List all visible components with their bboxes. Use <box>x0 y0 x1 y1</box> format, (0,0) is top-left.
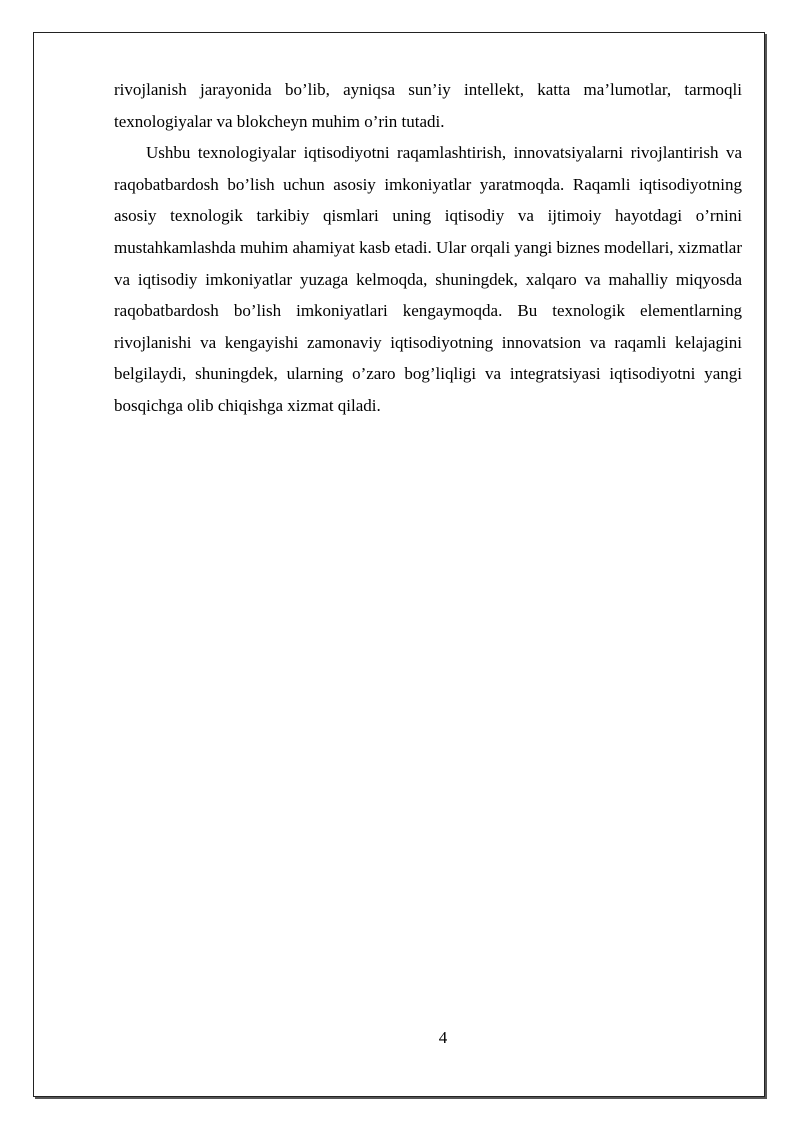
paragraph-main: Ushbu texnologiyalar iqtisodiyotni raqamlashtirish, innovatsiyalarni rivojlantirish va raqobatbardosh bo’lish uchun asosiy imkoniyatlar yaratmoqda. Raqamli iqtisodiyotning asosiy texnologik tarkibiy qismlari uning iqtisodiy va ijtimoiy hayotdagi o’rnini mustahkamlashda muhim ahamiyat kasb etadi. Ular orqali yangi biznes modellari, xizmatlar va iqtisodiy imkoniyatlar yuzaga kelmoqda, shuningdek, xalqaro va mahalliy miqyosda raqobatbardosh bo’lish imkoniyatlari kengaymoqda. Bu texnologik elementlarning rivojlanishi va kengayishi zamonaviy iqtisodiyotning innovatsion va raqamli kelajagini belgilaydi, shuningdek, ularning o’zaro bog’liqligi va integratsiyasi iqtisodiyotni yangi bosqichga olib chiqishga xizmat qiladi. <box>114 143 742 415</box>
document-body <box>114 74 742 422</box>
paragraph-continuation: rivojlanish jarayonida bo’lib, ayniqsa sun’iy intellekt, katta ma’lumotlar, tarmoqli texnologiyalar va blokcheyn muhim o’rin tutadi. <box>114 80 742 131</box>
page-number: 4 <box>438 1028 448 1047</box>
